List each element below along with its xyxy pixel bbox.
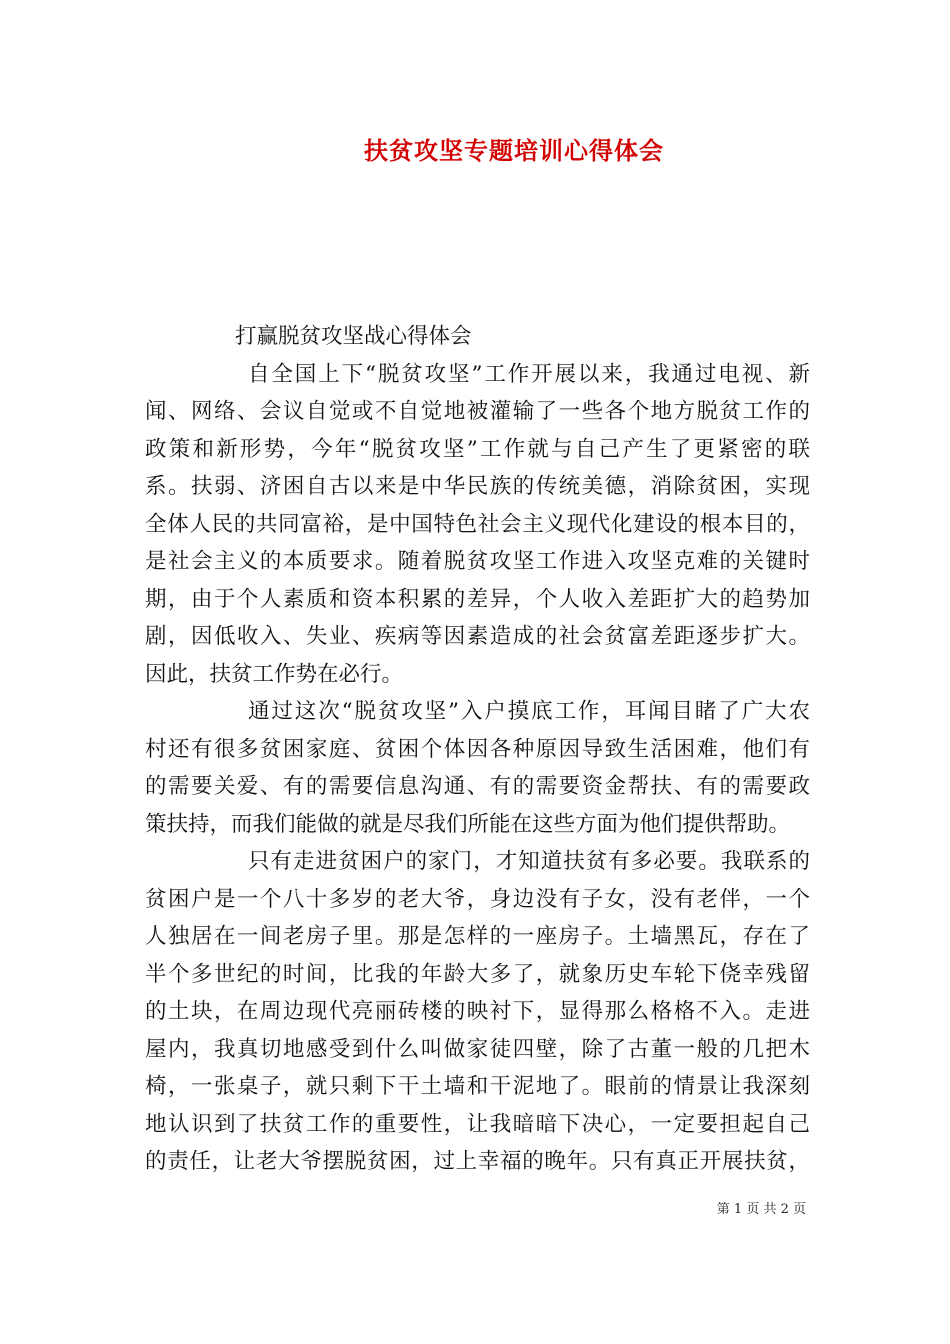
paragraph-line: 的需要关爱、有的需要信息沟通、有的需要资金帮扶、有的需要政 bbox=[145, 774, 810, 799]
paragraph-line: 政策和新形势，今年“脱贫攻坚”工作就与自己产生了更紧密的联 bbox=[145, 436, 810, 462]
paragraph-line: 地认识到了扶贫工作的重要性，让我暗暗下决心，一定要担起自己 bbox=[145, 1111, 810, 1137]
paragraph-line: 村还有很多贫困家庭、贫困个体因各种原因导致生活困难，他们有 bbox=[145, 736, 810, 762]
paragraph-2 bbox=[145, 693, 810, 843]
paragraph-line: 期，由于个人素质和资本积累的差异，个人收入差距扩大的趋势加 bbox=[145, 586, 810, 612]
paragraph-line: 椅，一张桌子，就只剩下干土墙和干泥地了。眼前的情景让我深刻 bbox=[145, 1074, 810, 1099]
paragraph-line: 因此，扶贫工作势在必行。 bbox=[145, 661, 404, 687]
page-number: 第 1 页 共 2 页 bbox=[716, 1202, 806, 1217]
paragraph-line: 贫困户是一个八十多岁的老大爷，身边没有子女，没有老伴，一个 bbox=[145, 886, 810, 912]
paragraph-line: 的土块，在周边现代亮丽砖楼的映衬下，显得那么格格不入。走进 bbox=[145, 999, 810, 1024]
paragraph-line: 半个多世纪的时间，比我的年龄大多了，就象历史车轮下侥幸残留 bbox=[145, 961, 810, 987]
paragraph-line: 人独居在一间老房子里。那是怎样的一座房子。土墙黑瓦，存在了 bbox=[145, 924, 810, 949]
paragraph-line: 策扶持，而我们能做的就是尽我们所能在这些方面为他们提供帮助。 bbox=[145, 811, 791, 837]
paragraph-line: 通过这次“脱贫攻坚”入户摸底工作，耳闻目睹了广大农 bbox=[248, 699, 810, 724]
paragraph-line: 自全国上下“脱贫攻坚”工作开展以来，我通过电视、新 bbox=[248, 361, 810, 387]
paragraph-line: 屋内，我真切地感受到什么叫做家徒四壁，除了古董一般的几把木 bbox=[145, 1036, 810, 1062]
paragraph-line: 全体人民的共同富裕，是中国特色社会主义现代化建设的根本目的， bbox=[145, 511, 810, 537]
document-title: 扶贫攻坚专题培训心得体会 bbox=[364, 136, 664, 165]
document-subtitle: 打赢脱贫攻坚战心得体会 bbox=[235, 324, 472, 349]
paragraph-1 bbox=[145, 356, 810, 694]
paragraph-line: 系。扶弱、济困自古以来是中华民族的传统美德，消除贫困，实现 bbox=[145, 474, 810, 499]
paragraph-3 bbox=[145, 843, 810, 1181]
document-body bbox=[145, 318, 810, 1181]
paragraph-line: 只有走进贫困户的家门，才知道扶贫有多必要。我联系的 bbox=[248, 849, 810, 874]
paragraph-line: 的责任，让老大爷摆脱贫困，过上幸福的晚年。只有真正开展扶贫， bbox=[145, 1149, 810, 1174]
paragraph-line: 闻、网络、会议自觉或不自觉地被灌输了一些各个地方脱贫工作的 bbox=[145, 399, 810, 424]
paragraph-line: 是社会主义的本质要求。随着脱贫攻坚工作进入攻坚克难的关键时 bbox=[145, 549, 810, 574]
paragraph-line: 剧，因低收入、失业、疾病等因素造成的社会贫富差距逐步扩大。 bbox=[145, 624, 810, 649]
